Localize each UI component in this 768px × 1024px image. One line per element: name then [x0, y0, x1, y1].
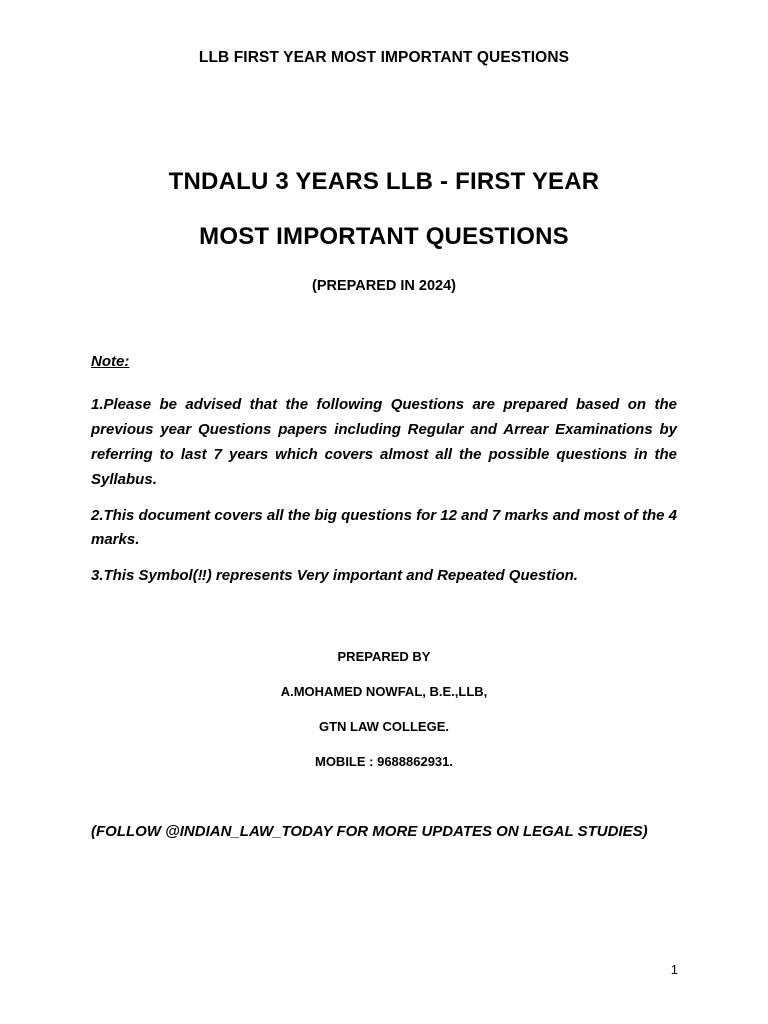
note-label: Note: [91, 353, 130, 370]
prepared-by-section [0, 647, 768, 787]
document-title-line-1: TNDALU 3 YEARS LLB - FIRST YEAR [168, 168, 600, 195]
document-subtitle: (PREPARED IN 2024) [312, 278, 456, 294]
note-paragraph-3: 3.This Symbol(‼) represents Very important and Repeated Question. [91, 567, 578, 584]
author-mobile: MOBILE : 9688862931. [314, 754, 454, 769]
prepared-by-heading: PREPARED BY [337, 649, 431, 664]
page-header: LLB FIRST YEAR MOST IMPORTANT QUESTIONS [198, 49, 570, 66]
note-paragraph-1: 1.Please be advised that the following Questions are prepared based on the previous year Questions papers including Regular and Arrear Examinations by referring to last 7 years which covers almost all the possible questions in the Syllabus. [91, 396, 677, 488]
document-title-line-2: MOST IMPORTANT QUESTIONS [199, 223, 569, 250]
note-paragraph-2: 2.This document covers all the big questions for 12 and 7 marks and most of the 4 marks. [91, 507, 677, 548]
note-section [91, 352, 677, 600]
page-number: 1 [670, 962, 678, 977]
follow-note: (FOLLOW @INDIAN_LAW_TODAY FOR MORE UPDATES ON LEGAL STUDIES) [91, 823, 648, 840]
author-college: GTN LAW COLLEGE. [319, 719, 449, 734]
author-name: A.MOHAMED NOWFAL, B.E.,LLB, [280, 684, 488, 699]
